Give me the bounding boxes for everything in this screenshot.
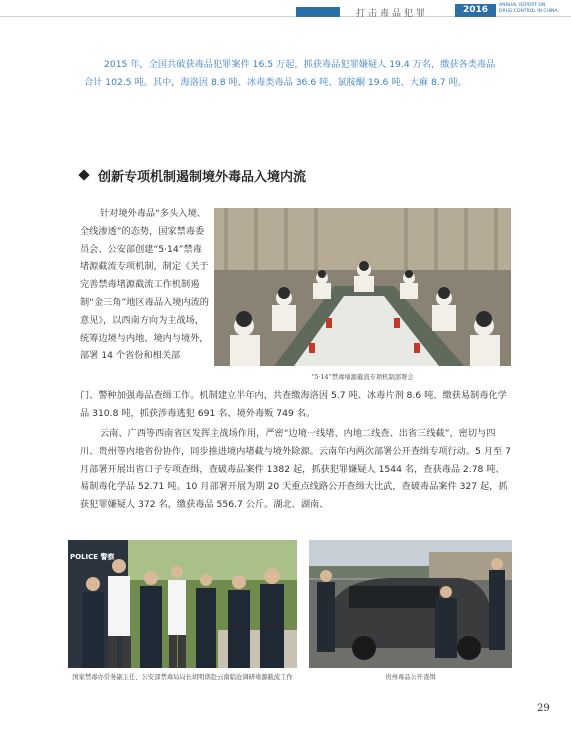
checkpoint-photo-illustration (309, 540, 512, 668)
meeting-photo (214, 208, 511, 366)
inspection-photo (68, 540, 297, 668)
paragraph-2: 云南、广西等西南省区发挥主战场作用，严密“边境一线堵、内地二线查、出省三线截”，密切与四川、贵州等内地省份协作，同步推进境内堵截与境外除源。云南年内两次部署公开查缉专项行动。5 月至 7 月部署开展出省口子专项查缉，查破毒品案件 1382 起，抓获犯罪嫌疑人 1544 名，查获毒品 2.78 吨、易制毒化学品 52.71 吨。10 月部署开展为期 20 天重点线路公开查缉大比武，查破毒品案件 327 起，抓获犯罪嫌疑人 372 名，缴获毒品 556.7 公斤。湖北、湖南、 (80, 428, 511, 511)
inspection-photo-caption: 国家禁毒办常务副主任、公安部禁毒局局长胡明朗赴云南临沧调研堵源截流工作 (72, 674, 293, 681)
paragraph-1-wrap: 针对境外毒品“多头入境、全线渗透”的态势，国家禁毒委员会、公安部创建“5·14”禁毒堵源截流专项机制，制定《关于完善禁毒堵源截流工作机制遏制“金三角”地区毒品入境内流的意见》，以西南方向为主战场，统筹边境与内地、境内与境外，部署 14 个省份和相关部 (80, 208, 209, 362)
header-accent-bar (296, 7, 340, 17)
page-number: 29 (537, 703, 550, 714)
meeting-photo-caption: “5·14”禁毒堵源截流专项机制部署会 (311, 374, 414, 381)
header-title: 打击毒品犯罪 (356, 9, 429, 19)
header-subtitle: ANNUAL REPORT ON DRUG CONTROL IN CHINA (499, 3, 558, 14)
intro-paragraph: 2015 年，全国共破获毒品犯罪案件 16.5 万起，抓获毒品犯罪嫌疑人 19.4 万名，缴获各类毒品合计 102.5 吨。其中，海洛因 8.8 吨、冰毒类毒品 36.6 吨、氯胺酮 19.6 吨、大麻 8.7 吨。 (84, 59, 496, 88)
meeting-photo-illustration (214, 208, 511, 366)
police-sign: POLICE 警察 (70, 553, 115, 561)
section-heading (80, 166, 306, 185)
header-year-badge: 2016 (455, 4, 496, 17)
paragraph-1-full: 门、警种加强毒品查缉工作。机制建立半年内，共查缴海洛因 5.7 吨、冰毒片剂 8.6 吨、缴获易制毒化学品 310.8 吨，抓获涉毒逃犯 691 名、境外毒贩 749 名。 (80, 390, 507, 419)
diamond-bullet-icon (78, 169, 89, 180)
checkpoint-photo-caption: 贵州毒品公开查缉 (385, 674, 436, 681)
section-title: 创新专项机制遏制境外毒品入境内流 (98, 170, 307, 185)
checkpoint-photo (309, 540, 512, 668)
